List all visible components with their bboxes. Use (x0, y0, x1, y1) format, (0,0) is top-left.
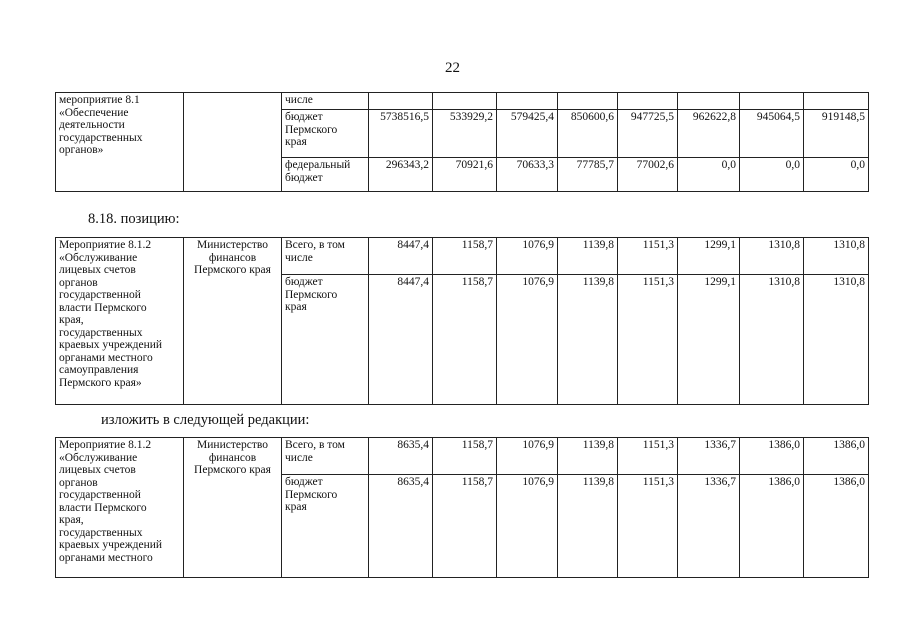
budget-table-old-position (55, 237, 869, 405)
funding-source-text: бюджет (285, 476, 323, 488)
amount-cell: 8635,4 (369, 475, 433, 578)
amount-cell: 1310,8 (804, 275, 869, 405)
table-row (56, 438, 869, 475)
executor-text: финансов (208, 251, 257, 264)
amount-cell: 8447,4 (369, 275, 433, 405)
amount-cell: 1151,3 (618, 275, 678, 405)
amount-cell: 1151,3 (618, 475, 678, 578)
amount-cell: 947725,5 (618, 110, 678, 158)
measure-cell (56, 438, 184, 578)
amount-cell: 1310,8 (740, 238, 804, 275)
amount-cell: 1158,7 (433, 238, 497, 275)
executor-text: Министерство (197, 239, 268, 251)
measure-text: края, (59, 514, 84, 526)
amount-cell: 1151,3 (618, 438, 678, 475)
measure-text: самоуправления (59, 364, 139, 376)
amount-cell: 579425,4 (497, 110, 558, 158)
measure-text: органов» (59, 144, 104, 156)
executor-cell (184, 238, 282, 405)
funding-source-text: федеральный (285, 159, 351, 171)
measure-text: Мероприятие 8.1.2 (59, 439, 152, 451)
amount-cell: 1386,0 (740, 475, 804, 578)
amount-cell (740, 93, 804, 110)
funding-source-text: Всего, в том (285, 439, 345, 451)
measure-text: Пермского края» (59, 376, 142, 389)
funding-source-cell (282, 438, 369, 475)
budget-table-new-edition (55, 437, 869, 578)
amount-cell: 1158,7 (433, 275, 497, 405)
amount-cell: 1139,8 (558, 275, 618, 405)
funding-source-cell (282, 110, 369, 158)
page-number: 22 (445, 60, 460, 76)
amount-cell (678, 93, 740, 110)
measure-text: органов (59, 276, 98, 289)
funding-source-text: края (285, 301, 307, 313)
amount-cell: 962622,8 (678, 110, 740, 158)
measure-text: лицевых счетов (59, 264, 136, 276)
funding-source-text: числе (285, 251, 313, 264)
amount-cell: 1139,8 (558, 238, 618, 275)
measure-text: государственных (59, 526, 143, 539)
amount-cell: 1151,3 (618, 238, 678, 275)
amount-cell: 1386,0 (740, 438, 804, 475)
executor-text: Пермского края (194, 264, 271, 276)
amount-cell: 0,0 (678, 158, 740, 192)
funding-source-cell (282, 93, 369, 110)
measure-text: органами местного (59, 551, 153, 564)
amount-cell: 1386,0 (804, 475, 869, 578)
measure-text: государственной (59, 489, 141, 501)
amount-cell: 1139,8 (558, 475, 618, 578)
amount-cell (804, 93, 869, 110)
amount-cell (558, 93, 618, 110)
measure-text: государственных (59, 326, 143, 339)
table-row (56, 238, 869, 275)
funding-source-text: Пермского (285, 488, 338, 501)
amount-cell (369, 93, 433, 110)
amount-cell: 945064,5 (740, 110, 804, 158)
section-heading-position: 8.18. позицию: (88, 211, 180, 227)
table-row (56, 93, 869, 110)
amount-cell: 850600,6 (558, 110, 618, 158)
amount-cell: 296343,2 (369, 158, 433, 192)
funding-source-text: бюджет (285, 111, 323, 123)
amount-cell: 1310,8 (804, 238, 869, 275)
funding-source-text: Всего, в том (285, 239, 345, 251)
measure-text: государственных (59, 131, 143, 144)
funding-source-text: Пермского (285, 123, 338, 136)
measure-text: органами местного (59, 351, 153, 364)
amount-cell (433, 93, 497, 110)
amount-cell: 70921,6 (433, 158, 497, 192)
measure-cell (56, 93, 184, 192)
amount-cell: 1076,9 (497, 238, 558, 275)
funding-source-text: Пермского (285, 288, 338, 301)
funding-source-text: бюджет (285, 171, 323, 184)
executor-text: финансов (208, 451, 257, 464)
funding-source-cell (282, 275, 369, 405)
amount-cell: 70633,3 (497, 158, 558, 192)
measure-cell (56, 238, 184, 405)
measure-text: краевых учреждений (59, 339, 163, 351)
budget-table-measure-8-1 (55, 92, 869, 192)
amount-cell: 1158,7 (433, 438, 497, 475)
measure-text: государственной (59, 289, 141, 301)
measure-text: «Обслуживание (59, 251, 138, 264)
amount-cell: 0,0 (804, 158, 869, 192)
measure-text: органов (59, 476, 98, 489)
funding-source-text: бюджет (285, 276, 323, 288)
amount-cell: 1299,1 (678, 275, 740, 405)
amount-cell: 1076,9 (497, 275, 558, 405)
executor-cell (184, 93, 282, 192)
amount-cell (497, 93, 558, 110)
amount-cell: 1336,7 (678, 438, 740, 475)
funding-source-cell (282, 158, 369, 192)
measure-text: власти Пермского (59, 501, 147, 514)
measure-text: лицевых счетов (59, 464, 136, 476)
measure-text: деятельности (59, 119, 125, 131)
amount-cell: 1076,9 (497, 475, 558, 578)
amount-cell: 1076,9 (497, 438, 558, 475)
measure-text: краевых учреждений (59, 539, 163, 551)
measure-text: края, (59, 314, 84, 326)
amount-cell: 5738516,5 (369, 110, 433, 158)
funding-source-text: числе (285, 451, 313, 464)
funding-source-text: края (285, 136, 307, 148)
executor-text: Министерство (197, 439, 268, 451)
amount-cell (618, 93, 678, 110)
funding-source-cell (282, 475, 369, 578)
amount-cell: 919148,5 (804, 110, 869, 158)
amount-cell: 77002,6 (618, 158, 678, 192)
amount-cell: 1158,7 (433, 475, 497, 578)
measure-text: Мероприятие 8.1.2 (59, 239, 152, 251)
amount-cell: 1310,8 (740, 275, 804, 405)
amount-cell: 8635,4 (369, 438, 433, 475)
amount-cell: 1386,0 (804, 438, 869, 475)
measure-text: «Обеспечение (59, 106, 129, 119)
section-heading-new-edition: изложить в следующей редакции: (101, 412, 310, 428)
amount-cell: 1139,8 (558, 438, 618, 475)
amount-cell: 1336,7 (678, 475, 740, 578)
funding-source-text: числе (285, 94, 313, 106)
amount-cell: 0,0 (740, 158, 804, 192)
funding-source-cell (282, 238, 369, 275)
measure-text: власти Пермского (59, 301, 147, 314)
executor-text: Пермского края (194, 464, 271, 476)
executor-cell (184, 438, 282, 578)
amount-cell: 1299,1 (678, 238, 740, 275)
measure-text: мероприятие 8.1 (59, 94, 140, 106)
measure-text: «Обслуживание (59, 451, 138, 464)
amount-cell: 533929,2 (433, 110, 497, 158)
amount-cell: 8447,4 (369, 238, 433, 275)
funding-source-text: края (285, 501, 307, 513)
amount-cell: 77785,7 (558, 158, 618, 192)
